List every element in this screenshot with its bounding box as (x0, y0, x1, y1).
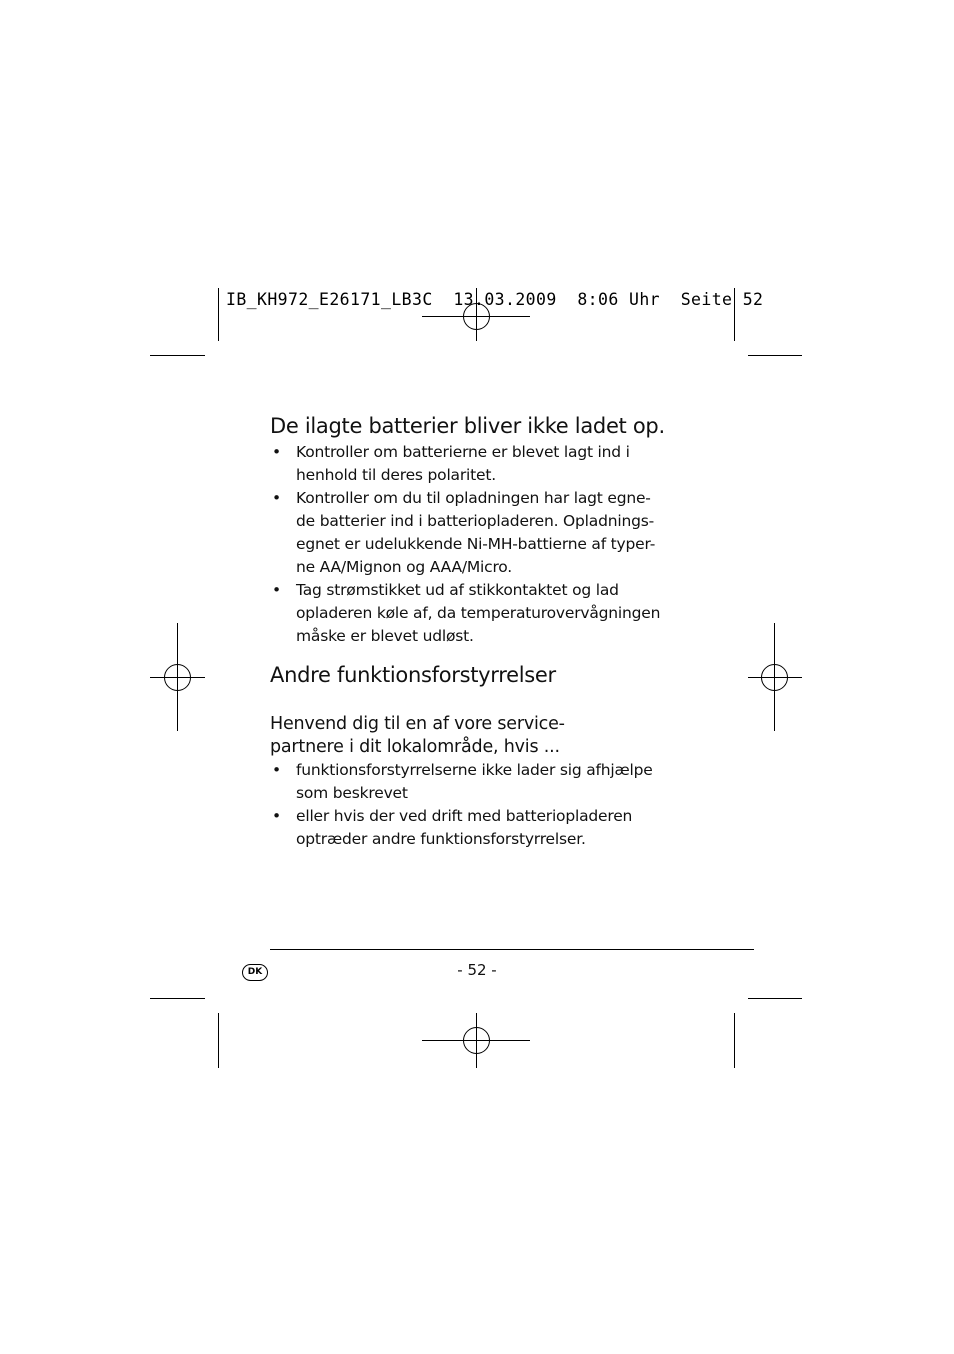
crop-mark (218, 1013, 219, 1068)
crop-mark (734, 1013, 735, 1068)
list-item: • Kontroller om batterierne er blevet lagt ind i henhold til deres polaritet. (272, 443, 630, 484)
footer-rule (270, 949, 754, 950)
service-list (270, 759, 690, 851)
crop-mark (150, 998, 205, 999)
country-badge: DK (242, 964, 268, 981)
print-slug: IB_KH972_E26171_LB3C 13.03.2009 8:06 Uhr Seite 52 (226, 290, 764, 309)
page-number: - 52 - (457, 961, 497, 979)
bullet-glyph: • (272, 761, 281, 779)
crop-mark (218, 288, 219, 341)
crop-mark (748, 355, 802, 356)
list-item: • Kontroller om du til opladningen har lagt egne- de batterier ind i batteriopladeren. Opladnings- egnet er udelukkende Ni-MH-battierne af typer- ne AA/Mignon og AAA/Micro. (272, 489, 656, 576)
crop-mark (748, 998, 802, 999)
section-heading-batteries: De ilagte batterier bliver ikke ladet op. (270, 414, 665, 438)
bullet-glyph: • (272, 581, 281, 599)
bullet-glyph: • (272, 807, 281, 825)
section-heading-other-faults: Andre funktionsforstyrrelser (270, 663, 556, 687)
troubleshooting-list (270, 441, 690, 648)
crop-mark (150, 355, 205, 356)
list-item: • Tag strømstikket ud af stikkontaktet og lad opladeren køle af, da temperaturovervågningen måske er blevet udløst. (272, 581, 661, 645)
list-item: • funktionsforstyrrelserne ikke lader sig afhjælpe som beskrevet (272, 761, 653, 802)
bullet-glyph: • (272, 443, 281, 461)
list-item: • eller hvis der ved drift med batteriopladeren optræder andre funktionsforstyrrelser. (272, 807, 633, 848)
bullet-glyph: • (272, 489, 281, 507)
section-subheading: Henvend dig til en af vore service- partnere i dit lokalområde, hvis ... (270, 714, 565, 757)
